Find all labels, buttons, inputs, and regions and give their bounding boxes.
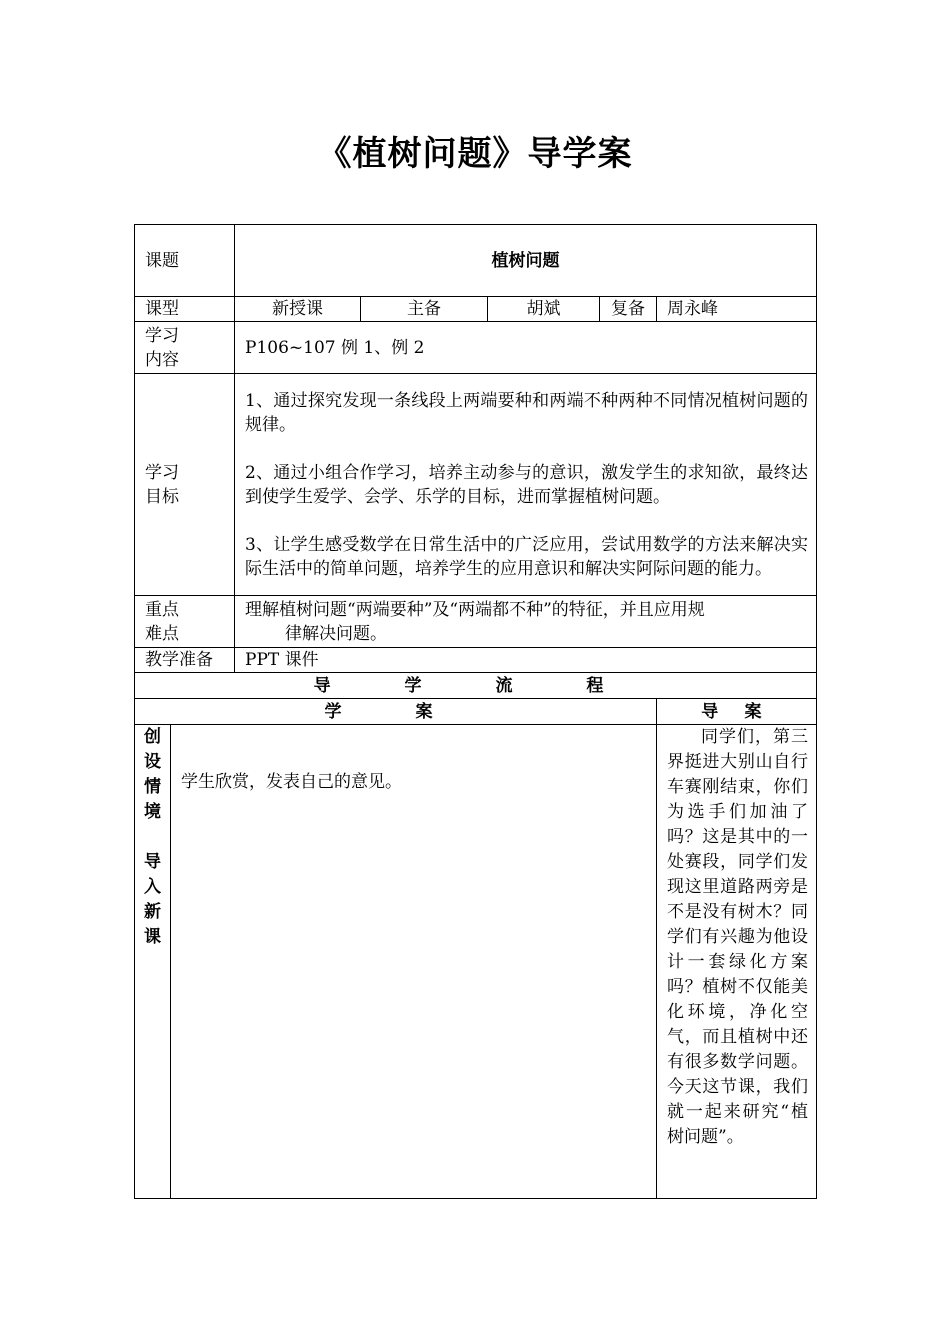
flow-header: 导 学 流 程 [135, 673, 817, 699]
main-preparer-label: 主备 [361, 297, 488, 322]
topic-label: 课题 [135, 225, 235, 297]
type-value: 新授课 [235, 297, 361, 322]
goal-item: 3、让学生感受数学在日常生活中的广泛应用，尝试用数学的方法来解决实际生活中的简单问题，培养学生的应用意识和解决实阿际问题的能力。 [245, 534, 808, 579]
goals-list [235, 374, 817, 596]
goal-item: 2、通过小组合作学习，培养主动参与的意识，激发学生的求知欲，最终达到使学生爱学、会学、乐学的目标，进而掌握植树问题。 [245, 462, 808, 507]
guide-column-header: 导 案 [657, 699, 817, 725]
content-value: P106~107 例 1、例 2 [235, 322, 817, 374]
prep-value: PPT 课件 [235, 648, 817, 673]
key-points-value: 理解植树问题“两端要种”及“两端都不种”的特征，并且应用规 律解决问题。 [235, 596, 817, 648]
reviewer-label: 复备 [600, 297, 657, 322]
reviewer-value: 周永峰 [657, 297, 817, 322]
lesson-plan-table [134, 224, 817, 1199]
guide-text: 同学们，第三界挺进大别山自行车赛刚结束，你们为选手们加油了吗？这是其中的一处赛段，同学们发现这里道路两旁是不是没有树木？同学们有兴趣为他设计一套绿化方案吗？植树不仅能美化环境，净化空气，而且植树中还有很多数学问题。今天这节课，我们就一起来研究“植树问题”。 [657, 725, 817, 1199]
main-preparer-value: 胡斌 [488, 297, 600, 322]
key-points-label: 重点 难点 [135, 596, 235, 648]
topic-value: 植树问题 [235, 225, 817, 297]
prep-label: 教学准备 [135, 648, 235, 673]
document-title: 《植树问题》导学案 [317, 134, 633, 174]
study-text: 学生欣赏，发表自己的意见。 [171, 725, 657, 1199]
study-column-header: 学 案 [135, 699, 657, 725]
content-label: 学习 内容 [135, 322, 235, 374]
goal-item: 1、通过探究发现一条线段上两端要种和两端不种两种不同情况植树问题的规律。 [245, 390, 808, 435]
goals-label: 学习 目标 [135, 374, 235, 596]
type-label: 课型 [135, 297, 235, 322]
stage-label: 创 设 情 境 导 入 新 课 [135, 725, 171, 1199]
